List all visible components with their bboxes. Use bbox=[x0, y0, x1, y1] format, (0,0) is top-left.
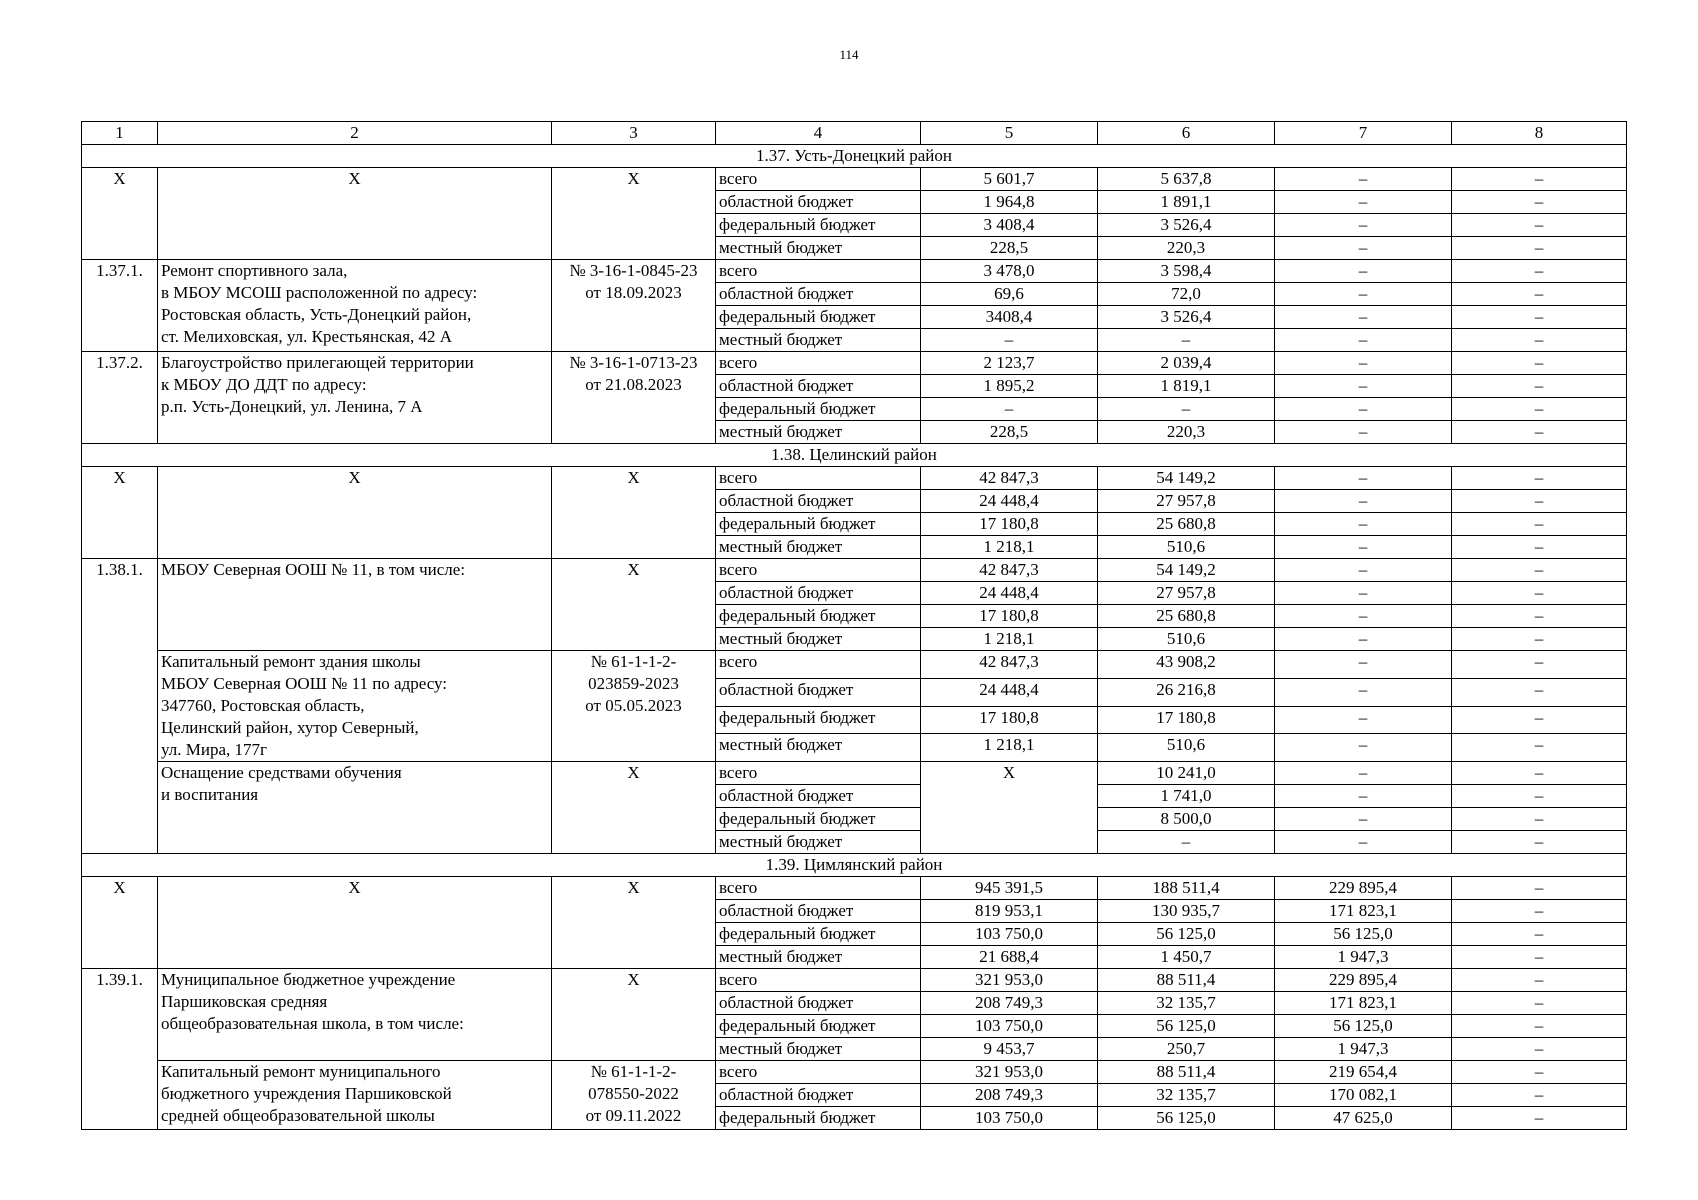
value-col7: – bbox=[1275, 582, 1452, 605]
value-col7: 170 082,1 bbox=[1275, 1084, 1452, 1107]
value-col6: 56 125,0 bbox=[1098, 1107, 1275, 1130]
description-line: МБОУ Северная ООШ № 11 по адресу: bbox=[161, 674, 448, 693]
section-title: 1.37. Усть-Донецкий район bbox=[82, 145, 1627, 168]
funding-source: всего bbox=[716, 762, 921, 785]
value-col7: – bbox=[1275, 421, 1452, 444]
funding-source: областной бюджет bbox=[716, 375, 921, 398]
value-col5: 1 218,1 bbox=[921, 536, 1098, 559]
value-col8: – bbox=[1452, 785, 1627, 808]
document-number bbox=[552, 651, 716, 762]
value-col8: – bbox=[1452, 762, 1627, 785]
value-col7: 1 947,3 bbox=[1275, 1038, 1452, 1061]
value-col8: – bbox=[1452, 923, 1627, 946]
value-col8: – bbox=[1452, 283, 1627, 306]
value-col8: – bbox=[1452, 900, 1627, 923]
description-line: X bbox=[348, 878, 361, 897]
description-line: ст. Мелиховская, ул. Крестьянская, 42 А bbox=[161, 327, 453, 346]
row-description bbox=[158, 651, 552, 762]
value-col5: 321 953,0 bbox=[921, 1061, 1098, 1084]
funding-source: местный бюджет bbox=[716, 329, 921, 352]
row-description bbox=[158, 352, 552, 444]
value-col7: – bbox=[1275, 352, 1452, 375]
value-col7: – bbox=[1275, 651, 1452, 679]
value-col5: 42 847,3 bbox=[921, 651, 1098, 679]
description-line: в МБОУ МСОШ расположенной по адресу: bbox=[161, 283, 478, 302]
description-line: Муниципальное бюджетное учреждение bbox=[161, 970, 456, 989]
funding-source: всего bbox=[716, 877, 921, 900]
value-col6: 32 135,7 bbox=[1098, 992, 1275, 1015]
section-title: 1.39. Цимлянский район bbox=[82, 854, 1627, 877]
description-line: Целинский район, хутор Северный, bbox=[161, 718, 419, 737]
value-col8: – bbox=[1452, 1038, 1627, 1061]
value-col7: – bbox=[1275, 831, 1452, 854]
value-col8: – bbox=[1452, 513, 1627, 536]
value-col5: 42 847,3 bbox=[921, 559, 1098, 582]
value-col8: – bbox=[1452, 237, 1627, 260]
funding-source: федеральный бюджет bbox=[716, 214, 921, 237]
value-col8: – bbox=[1452, 536, 1627, 559]
row-number: 1.37.2. bbox=[82, 352, 158, 444]
page-number: 114 bbox=[839, 47, 859, 62]
column-header: 1 bbox=[82, 122, 158, 145]
table-row bbox=[82, 352, 1627, 375]
value-col6: 3 526,4 bbox=[1098, 306, 1275, 329]
value-col8: – bbox=[1452, 734, 1627, 762]
value-col6: 220,3 bbox=[1098, 421, 1275, 444]
value-col8: – bbox=[1452, 191, 1627, 214]
funding-source: всего bbox=[716, 969, 921, 992]
funding-source: местный бюджет bbox=[716, 536, 921, 559]
value-col5: – bbox=[921, 398, 1098, 421]
funding-source: областной бюджет bbox=[716, 283, 921, 306]
value-col8: – bbox=[1452, 421, 1627, 444]
value-col7: – bbox=[1275, 490, 1452, 513]
value-col7: 56 125,0 bbox=[1275, 923, 1452, 946]
value-col5: 1 895,2 bbox=[921, 375, 1098, 398]
document-line: X bbox=[627, 169, 640, 188]
document-line: X bbox=[627, 970, 640, 989]
value-col5: 3408,4 bbox=[921, 306, 1098, 329]
value-col6: 2 039,4 bbox=[1098, 352, 1275, 375]
table-row bbox=[82, 1061, 1627, 1084]
value-col5: 103 750,0 bbox=[921, 923, 1098, 946]
value-col8: – bbox=[1452, 831, 1627, 854]
funding-source: федеральный бюджет bbox=[716, 808, 921, 831]
description-line: Ростовская область, Усть-Донецкий район, bbox=[161, 305, 472, 324]
row-description bbox=[158, 260, 552, 352]
table-row bbox=[82, 260, 1627, 283]
value-col6: 56 125,0 bbox=[1098, 1015, 1275, 1038]
value-col5: 5 601,7 bbox=[921, 168, 1098, 191]
document-line: № 3-16-1-0713-23 bbox=[569, 353, 698, 372]
value-col6: 1 450,7 bbox=[1098, 946, 1275, 969]
value-col6: 43 908,2 bbox=[1098, 651, 1275, 679]
value-col8: – bbox=[1452, 582, 1627, 605]
value-col7: – bbox=[1275, 191, 1452, 214]
column-header: 4 bbox=[716, 122, 921, 145]
funding-source: всего bbox=[716, 1061, 921, 1084]
document-line: X bbox=[627, 878, 640, 897]
document-number bbox=[552, 260, 716, 352]
funding-source: всего bbox=[716, 168, 921, 191]
value-col8: – bbox=[1452, 706, 1627, 734]
value-col5: 42 847,3 bbox=[921, 467, 1098, 490]
value-col6: – bbox=[1098, 831, 1275, 854]
value-col7: – bbox=[1275, 467, 1452, 490]
value-col8: – bbox=[1452, 306, 1627, 329]
funding-source: федеральный бюджет bbox=[716, 605, 921, 628]
funding-source: всего bbox=[716, 651, 921, 679]
value-col8: – bbox=[1452, 1015, 1627, 1038]
value-col5: X bbox=[921, 762, 1098, 854]
description-line: ул. Мира, 177г bbox=[161, 740, 267, 759]
value-col6: – bbox=[1098, 398, 1275, 421]
section-row bbox=[82, 854, 1627, 877]
value-col7: – bbox=[1275, 536, 1452, 559]
value-col6: 54 149,2 bbox=[1098, 559, 1275, 582]
value-col5: 1 218,1 bbox=[921, 628, 1098, 651]
value-col5: 103 750,0 bbox=[921, 1107, 1098, 1130]
document-line: X bbox=[627, 560, 640, 579]
funding-source: областной бюджет bbox=[716, 191, 921, 214]
value-col7: – bbox=[1275, 398, 1452, 421]
document-line: 078550-2022 bbox=[588, 1084, 679, 1103]
document-number bbox=[552, 969, 716, 1061]
value-col6: 26 216,8 bbox=[1098, 678, 1275, 706]
section-row bbox=[82, 444, 1627, 467]
funding-source: местный бюджет bbox=[716, 1038, 921, 1061]
value-col6: 220,3 bbox=[1098, 237, 1275, 260]
document-line: от 18.09.2023 bbox=[585, 283, 682, 302]
value-col6: 88 511,4 bbox=[1098, 1061, 1275, 1084]
value-col7: – bbox=[1275, 513, 1452, 536]
table-row bbox=[82, 168, 1627, 191]
value-col6: 25 680,8 bbox=[1098, 513, 1275, 536]
value-col5: 945 391,5 bbox=[921, 877, 1098, 900]
description-line: МБОУ Северная ООШ № 11, в том числе: bbox=[161, 560, 466, 579]
document-line: от 05.05.2023 bbox=[585, 696, 682, 715]
funding-source: местный бюджет bbox=[716, 734, 921, 762]
description-line: 347760, Ростовская область, bbox=[161, 696, 365, 715]
value-col5: 1 218,1 bbox=[921, 734, 1098, 762]
document-line: № 61-1-1-2- bbox=[590, 1062, 677, 1081]
value-col8: – bbox=[1452, 992, 1627, 1015]
value-col6: 27 957,8 bbox=[1098, 582, 1275, 605]
section-row bbox=[82, 145, 1627, 168]
row-description bbox=[158, 877, 552, 969]
table-row bbox=[82, 877, 1627, 900]
funding-source: местный бюджет bbox=[716, 628, 921, 651]
document-number bbox=[552, 762, 716, 854]
value-col7: – bbox=[1275, 559, 1452, 582]
value-col5: 321 953,0 bbox=[921, 969, 1098, 992]
funding-source: областной бюджет bbox=[716, 582, 921, 605]
description-line: Капитальный ремонт здания школы bbox=[161, 652, 421, 671]
value-col8: – bbox=[1452, 1061, 1627, 1084]
document-line: 023859-2023 bbox=[588, 674, 679, 693]
value-col5: 69,6 bbox=[921, 283, 1098, 306]
value-col6: 54 149,2 bbox=[1098, 467, 1275, 490]
value-col8: – bbox=[1452, 628, 1627, 651]
value-col8: – bbox=[1452, 605, 1627, 628]
value-col8: – bbox=[1452, 168, 1627, 191]
value-col6: 88 511,4 bbox=[1098, 969, 1275, 992]
row-number: 1.37.1. bbox=[82, 260, 158, 352]
funding-source: всего bbox=[716, 559, 921, 582]
document-line: X bbox=[627, 763, 640, 782]
value-col7: 229 895,4 bbox=[1275, 969, 1452, 992]
column-header: 5 bbox=[921, 122, 1098, 145]
description-line: Ремонт спортивного зала, bbox=[161, 261, 348, 280]
column-header: 3 bbox=[552, 122, 716, 145]
section-title: 1.38. Целинский район bbox=[82, 444, 1627, 467]
value-col7: – bbox=[1275, 628, 1452, 651]
document-number bbox=[552, 168, 716, 260]
value-col8: – bbox=[1452, 678, 1627, 706]
value-col8: – bbox=[1452, 808, 1627, 831]
value-col5: 3 478,0 bbox=[921, 260, 1098, 283]
table-row bbox=[82, 651, 1627, 679]
row-number: 1.39.1. bbox=[82, 969, 158, 1130]
value-col8: – bbox=[1452, 1084, 1627, 1107]
funding-source: местный бюджет bbox=[716, 946, 921, 969]
description-line: средней общеобразовательной школы bbox=[161, 1106, 435, 1125]
funding-source: областной бюджет bbox=[716, 992, 921, 1015]
value-col7: – bbox=[1275, 785, 1452, 808]
description-line: и воспитания bbox=[161, 785, 259, 804]
value-col6: 510,6 bbox=[1098, 536, 1275, 559]
value-col8: – bbox=[1452, 969, 1627, 992]
value-col7: – bbox=[1275, 678, 1452, 706]
value-col6: – bbox=[1098, 329, 1275, 352]
value-col8: – bbox=[1452, 651, 1627, 679]
funding-source: областной бюджет bbox=[716, 785, 921, 808]
value-col8: – bbox=[1452, 467, 1627, 490]
header-row bbox=[82, 122, 1627, 145]
document-line: № 61-1-1-2- bbox=[590, 652, 677, 671]
document-number bbox=[552, 352, 716, 444]
funding-source: федеральный бюджет bbox=[716, 923, 921, 946]
value-col5: 21 688,4 bbox=[921, 946, 1098, 969]
funding-source: федеральный бюджет bbox=[716, 513, 921, 536]
funding-source: местный бюджет bbox=[716, 831, 921, 854]
table-row bbox=[82, 559, 1627, 582]
value-col6: 510,6 bbox=[1098, 734, 1275, 762]
value-col7: 171 823,1 bbox=[1275, 900, 1452, 923]
value-col6: 5 637,8 bbox=[1098, 168, 1275, 191]
document-line: от 21.08.2023 bbox=[585, 375, 682, 394]
document-number bbox=[552, 877, 716, 969]
funding-source: местный бюджет bbox=[716, 237, 921, 260]
table-row bbox=[82, 467, 1627, 490]
funding-source: областной бюджет bbox=[716, 678, 921, 706]
value-col5: 228,5 bbox=[921, 237, 1098, 260]
value-col8: – bbox=[1452, 1107, 1627, 1130]
value-col5: 17 180,8 bbox=[921, 706, 1098, 734]
row-number: 1.38.1. bbox=[82, 559, 158, 854]
value-col8: – bbox=[1452, 559, 1627, 582]
column-header: 8 bbox=[1452, 122, 1627, 145]
document-line: X bbox=[627, 468, 640, 487]
description-line: Паршиковская средняя bbox=[161, 992, 328, 1011]
value-col7: – bbox=[1275, 283, 1452, 306]
row-description bbox=[158, 559, 552, 651]
row-number: X bbox=[82, 877, 158, 969]
value-col5: 103 750,0 bbox=[921, 1015, 1098, 1038]
value-col5: 819 953,1 bbox=[921, 900, 1098, 923]
description-line: Капитальный ремонт муниципального bbox=[161, 1062, 441, 1081]
funding-source: областной бюджет bbox=[716, 1084, 921, 1107]
value-col5: 208 749,3 bbox=[921, 992, 1098, 1015]
value-col6: 32 135,7 bbox=[1098, 1084, 1275, 1107]
funding-source: областной бюджет bbox=[716, 490, 921, 513]
row-description bbox=[158, 467, 552, 559]
value-col7: – bbox=[1275, 214, 1452, 237]
row-description bbox=[158, 762, 552, 854]
value-col8: – bbox=[1452, 260, 1627, 283]
value-col6: 56 125,0 bbox=[1098, 923, 1275, 946]
row-number: X bbox=[82, 168, 158, 260]
value-col7: – bbox=[1275, 168, 1452, 191]
value-col7: – bbox=[1275, 329, 1452, 352]
row-description bbox=[158, 969, 552, 1061]
value-col7: – bbox=[1275, 762, 1452, 785]
value-col6: 130 935,7 bbox=[1098, 900, 1275, 923]
value-col7: 171 823,1 bbox=[1275, 992, 1452, 1015]
row-number: X bbox=[82, 467, 158, 559]
value-col5: 24 448,4 bbox=[921, 490, 1098, 513]
description-line: X bbox=[348, 169, 361, 188]
value-col6: 1 819,1 bbox=[1098, 375, 1275, 398]
funding-source: федеральный бюджет bbox=[716, 398, 921, 421]
budget-table bbox=[81, 121, 1627, 1130]
document-number bbox=[552, 559, 716, 651]
value-col8: – bbox=[1452, 946, 1627, 969]
value-col5: 9 453,7 bbox=[921, 1038, 1098, 1061]
description-line: X bbox=[348, 468, 361, 487]
value-col7: – bbox=[1275, 605, 1452, 628]
value-col5: 3 408,4 bbox=[921, 214, 1098, 237]
description-line: Оснащение средствами обучения bbox=[161, 763, 402, 782]
funding-source: всего bbox=[716, 467, 921, 490]
value-col7: – bbox=[1275, 734, 1452, 762]
document-number bbox=[552, 467, 716, 559]
value-col8: – bbox=[1452, 214, 1627, 237]
document-line: от 09.11.2022 bbox=[585, 1106, 682, 1125]
column-header: 7 bbox=[1275, 122, 1452, 145]
value-col6: 250,7 bbox=[1098, 1038, 1275, 1061]
column-header: 6 bbox=[1098, 122, 1275, 145]
value-col7: – bbox=[1275, 808, 1452, 831]
value-col7: 219 654,4 bbox=[1275, 1061, 1452, 1084]
funding-source: федеральный бюджет bbox=[716, 706, 921, 734]
value-col5: 24 448,4 bbox=[921, 678, 1098, 706]
value-col8: – bbox=[1452, 490, 1627, 513]
description-line: к МБОУ ДО ДДТ по адресу: bbox=[161, 375, 367, 394]
funding-source: местный бюджет bbox=[716, 421, 921, 444]
value-col8: – bbox=[1452, 375, 1627, 398]
value-col5: 17 180,8 bbox=[921, 513, 1098, 536]
value-col5: 2 123,7 bbox=[921, 352, 1098, 375]
value-col5: 17 180,8 bbox=[921, 605, 1098, 628]
value-col7: – bbox=[1275, 306, 1452, 329]
value-col6: 27 957,8 bbox=[1098, 490, 1275, 513]
table-body bbox=[82, 122, 1627, 1130]
value-col5: 228,5 bbox=[921, 421, 1098, 444]
document-number bbox=[552, 1061, 716, 1130]
value-col8: – bbox=[1452, 877, 1627, 900]
description-line: общеобразовательная школа, в том числе: bbox=[161, 1014, 464, 1033]
value-col6: 3 598,4 bbox=[1098, 260, 1275, 283]
value-col7: – bbox=[1275, 706, 1452, 734]
value-col7: – bbox=[1275, 260, 1452, 283]
value-col8: – bbox=[1452, 352, 1627, 375]
table-row bbox=[82, 969, 1627, 992]
value-col7: 1 947,3 bbox=[1275, 946, 1452, 969]
value-col6: 8 500,0 bbox=[1098, 808, 1275, 831]
description-line: бюджетного учреждения Паршиковской bbox=[161, 1084, 452, 1103]
funding-source: всего bbox=[716, 352, 921, 375]
funding-source: федеральный бюджет bbox=[716, 1107, 921, 1130]
value-col5: 24 448,4 bbox=[921, 582, 1098, 605]
value-col6: 1 891,1 bbox=[1098, 191, 1275, 214]
value-col6: 17 180,8 bbox=[1098, 706, 1275, 734]
funding-source: областной бюджет bbox=[716, 900, 921, 923]
table-row bbox=[82, 762, 1627, 785]
funding-source: всего bbox=[716, 260, 921, 283]
value-col7: 229 895,4 bbox=[1275, 877, 1452, 900]
funding-source: федеральный бюджет bbox=[716, 1015, 921, 1038]
document-line: № 3-16-1-0845-23 bbox=[569, 261, 698, 280]
value-col5: – bbox=[921, 329, 1098, 352]
value-col6: 510,6 bbox=[1098, 628, 1275, 651]
row-description bbox=[158, 168, 552, 260]
value-col7: 56 125,0 bbox=[1275, 1015, 1452, 1038]
funding-source: федеральный бюджет bbox=[716, 306, 921, 329]
column-header: 2 bbox=[158, 122, 552, 145]
value-col6: 3 526,4 bbox=[1098, 214, 1275, 237]
value-col6: 1 741,0 bbox=[1098, 785, 1275, 808]
value-col6: 25 680,8 bbox=[1098, 605, 1275, 628]
value-col7: – bbox=[1275, 375, 1452, 398]
value-col6: 10 241,0 bbox=[1098, 762, 1275, 785]
description-line: Благоустройство прилегающей территории bbox=[161, 353, 474, 372]
value-col5: 1 964,8 bbox=[921, 191, 1098, 214]
value-col8: – bbox=[1452, 329, 1627, 352]
value-col6: 72,0 bbox=[1098, 283, 1275, 306]
description-line: р.п. Усть-Донецкий, ул. Ленина, 7 А bbox=[161, 397, 423, 416]
value-col7: – bbox=[1275, 237, 1452, 260]
value-col5: 208 749,3 bbox=[921, 1084, 1098, 1107]
row-description bbox=[158, 1061, 552, 1130]
value-col7: 47 625,0 bbox=[1275, 1107, 1452, 1130]
value-col8: – bbox=[1452, 398, 1627, 421]
value-col6: 188 511,4 bbox=[1098, 877, 1275, 900]
